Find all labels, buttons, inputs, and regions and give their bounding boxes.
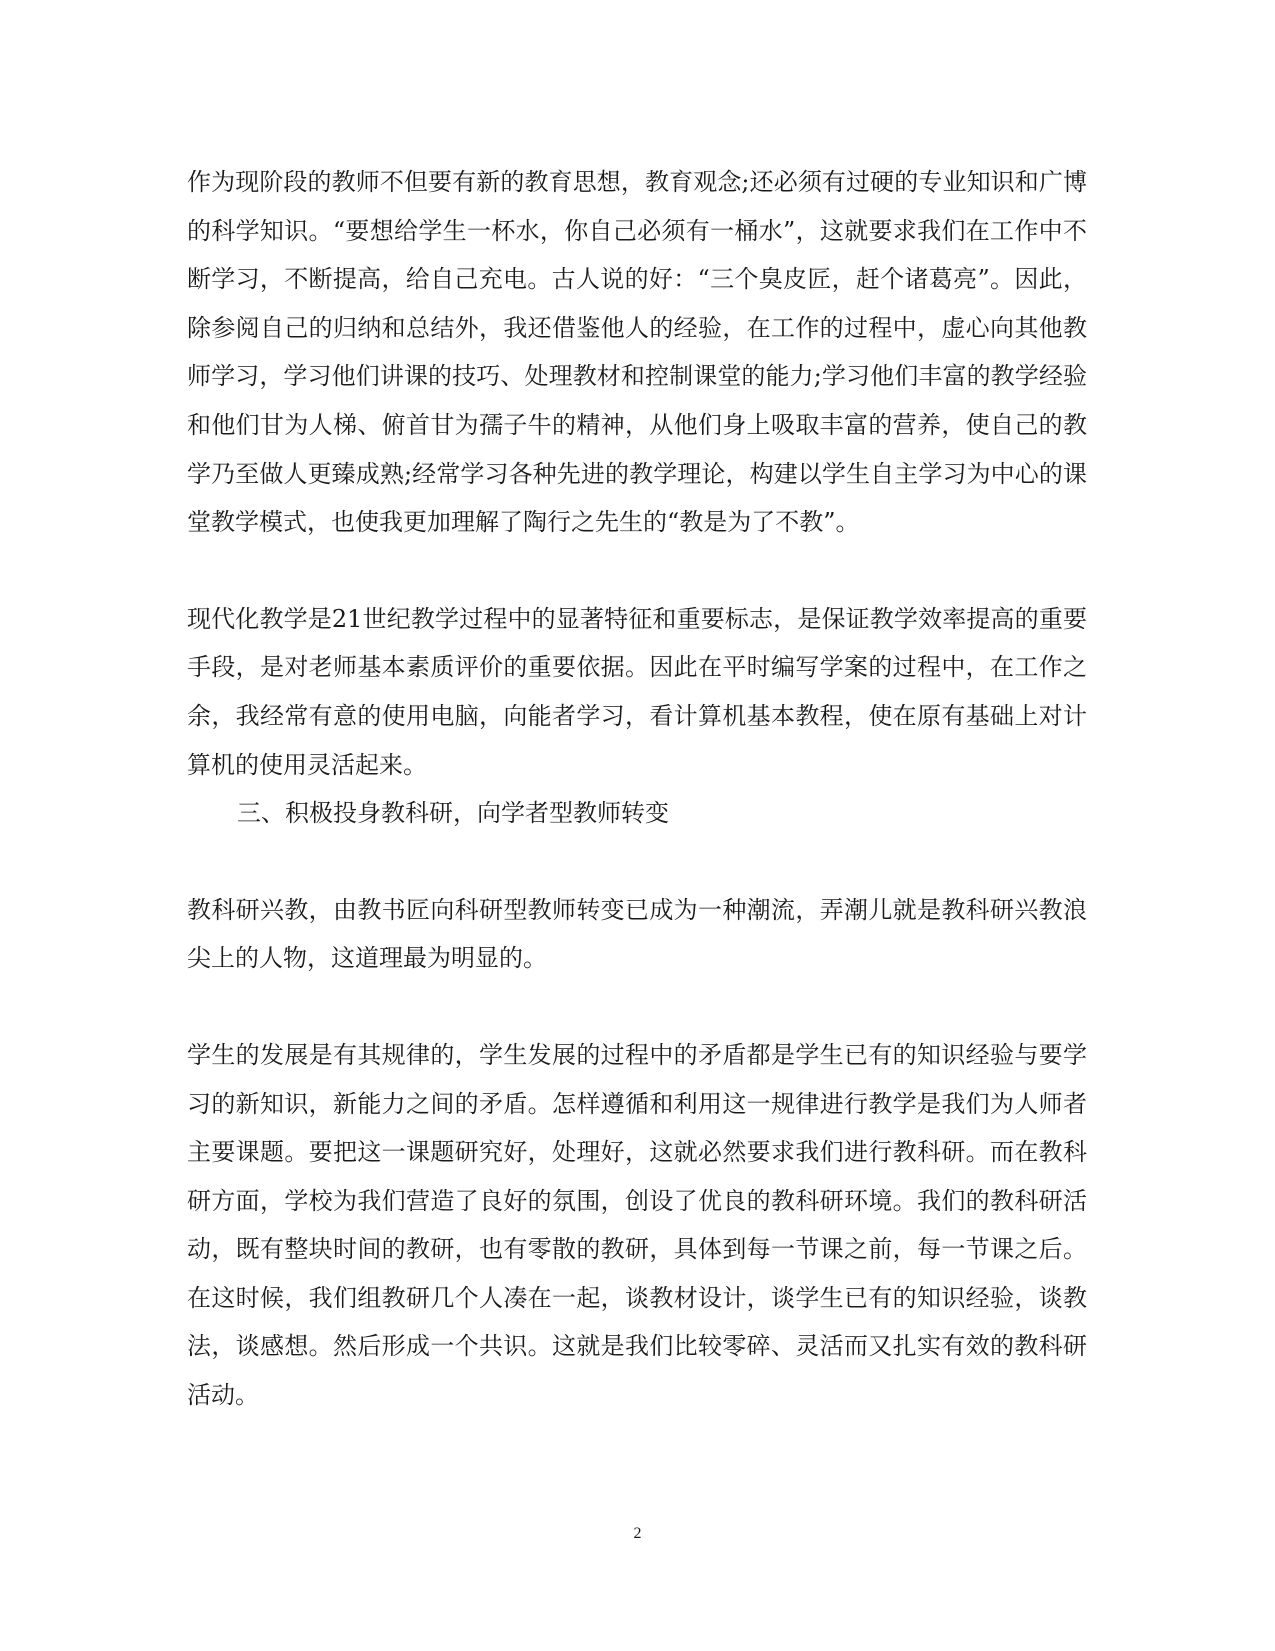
paragraph-student-development: 学生的发展是有其规律的，学生发展的过程中的矛盾都是学生已有的知识经验与要学习的新知识，新能力之间的矛盾。怎样遵循和利用这一规律进行教学是我们为人师者主要课题。要把这一课题研究好，处理好，这就必然要求我们进行教科研。而在教科研方面，学校为我们营造了良好的氛围，创设了优良的教科研环境。我们的教科研活动，既有整块时间的教研，也有零散的教研，具体到每一节课之前，每一节课之后。在这时候，我们组教研几个人凑在一起，谈教材设计，谈学生已有的知识经验，谈教法，谈感想。然后形成一个共识。这就是我们比较零碎、灵活而又扎实有效的教科研活动。 [187, 1040, 1087, 1410]
paragraph-continuing-study: 作为现阶段的教师不但要有新的教育思想，教育观念;还必须有过硬的专业知识和广博的科学知识。“要想给学生一杯水，你自己必须有一桶水”，这就要求我们在工作中不断学习，不断提高，给自己充电。古人说的好：“三个臭皮匠，赶个诸葛亮”。因此，除参阅自己的归纳和总结外，我还借鉴他人的经验，在工作的过程中，虚心向其他教师学习，学习他们讲课的技巧、处理教材和控制课堂的能力;学习他们丰富的教学经验和他们甘为人梯、俯首甘为孺子牛的精神，从他们身上吸取丰富的营养，使自己的教学乃至做人更臻成熟;经常学习各种先进的教学理论，构建以学生自主学习为中心的课堂教学模式，也使我更加理解了陶行之先生的“教是为了不教”。 [187, 168, 1087, 537]
body-text [187, 158, 1087, 1420]
section-heading-research: 三、积极投身教科研，向学者型教师转变 [237, 799, 669, 828]
paragraph-research-trend: 教科研兴教，由教书匠向科研型教师转变已成为一种潮流，弄潮儿就是教科研兴教浪尖上的人物，这道理最为明显的。 [187, 895, 1087, 973]
page-number: 2 [633, 1525, 642, 1542]
paragraph-modern-teaching: 现代化教学是21世纪教学过程中的显著特征和重要标志，是保证教学效率提高的重要手段，是对老师基本素质评价的重要依据。因此在平时编写学案的过程中，在工作之余，我经常有意的使用电脑，向能者学习，看计算机基本教程，使在原有基础上对计算机的使用灵活起来。 [187, 604, 1087, 779]
